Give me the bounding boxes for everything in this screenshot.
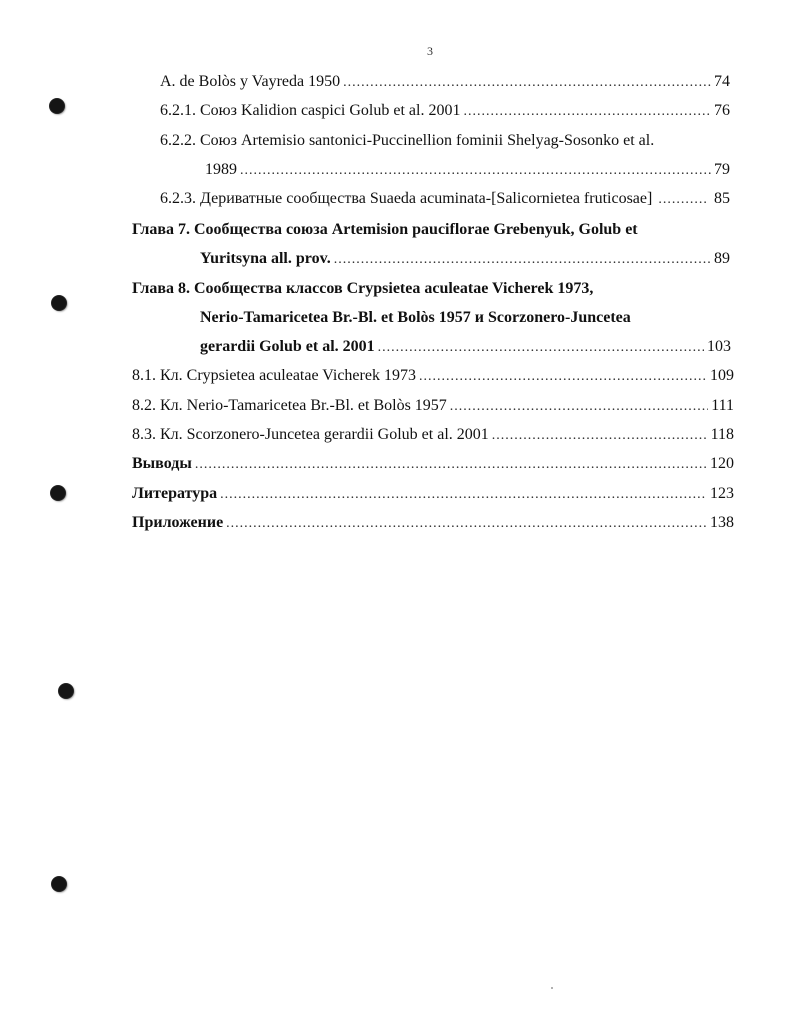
toc-entry-artemisio[interactable] [205,160,730,181]
punch-hole-2 [52,296,66,310]
toc-entry-page: 79 [714,161,730,178]
toc-entry-text: 8.2. Кл. Nerio-Tamaricetea Br.-Bl. et Bolòs 1957 [132,397,447,414]
toc-entry-page: 123 [710,485,734,502]
toc-entry-page: 89 [714,250,730,267]
toc-entry-kalidion[interactable] [160,101,730,122]
leader-dots [463,102,711,122]
punch-hole-1 [50,99,64,113]
toc-entry-text: 6.2.3. Дериватные сообщества Suaeda acuminata-[Salicornietea fruticosae] [160,190,653,207]
toc-chapter-8-line1[interactable]: Глава 8. Сообщества классов Crypsietea aculeatae Vicherek 1973, [132,280,594,297]
leader-dots [334,250,711,270]
toc-conclusions[interactable] [132,454,734,475]
leader-dots [195,455,707,475]
punch-hole-4 [59,684,73,698]
leader-dots [343,73,711,93]
leader-dots [220,485,707,505]
toc-entry-8-2[interactable] [132,396,734,417]
toc-chapter-8[interactable] [200,337,731,358]
page-number: 3 [427,44,433,58]
leader-dots [240,161,711,181]
toc-entry-page: 109 [710,367,734,384]
toc-entry-artemisio-line1[interactable]: 6.2.2. Союз Artemisio santonici-Puccinellion fominii Shelyag-Sosonko et al. [160,132,655,149]
toc-entry-page: 103 [707,338,731,355]
toc-entry-page: 76 [714,102,730,119]
toc-chapter-8-line2[interactable]: Nerio-Tamaricetea Br.-Bl. et Bolòs 1957 и Scorzonero-Juncetea [200,309,631,326]
toc-literature[interactable] [132,484,734,505]
toc-entry-text: 1989 [205,161,237,178]
toc-entry-text: Выводы [132,455,192,472]
leader-dots [226,514,707,534]
toc-entry-page: 85 [714,190,730,207]
toc-entry-text: 6.2.1. Союз Kalidion caspici Golub et al. 2001 [160,102,461,119]
toc-entry-text: 8.3. Кл. Scorzonero-Juncetea gerardii Golub et al. 2001 [132,426,489,443]
toc-entry-text: gerardii Golub et al. 2001 [200,338,375,355]
scan-speck [551,987,553,989]
toc-entry-page: 74 [714,73,730,90]
toc-entry-text: 8.1. Кл. Crypsietea aculeatae Vicherek 1973 [132,367,416,384]
toc-entry-page: 111 [711,397,734,414]
toc-chapter-7-line1[interactable]: Глава 7. Сообщества союза Artemision pauciflorae Grebenyuk, Golub et [132,221,638,238]
punch-hole-5 [52,877,66,891]
toc-appendix[interactable] [132,513,734,534]
toc-chapter-7[interactable] [200,249,730,270]
punch-hole-3 [51,486,65,500]
leader-dots [450,397,708,417]
toc-entry-page: 118 [710,426,734,443]
toc-entry-text: Литература [132,485,218,502]
leader-dots [419,367,707,387]
toc-entry-page: 120 [710,455,734,472]
toc-entry-text: Приложение [132,514,224,531]
toc-entry-bolos[interactable] [160,72,730,93]
toc-entry-text: Yuritsyna all. prov. [200,250,331,267]
leader-dots [658,190,708,210]
toc-entry-page: 138 [710,514,734,531]
toc-entry-text: A. de Bolòs y Vayreda 1950 [160,73,341,90]
toc-entry-8-1[interactable] [132,366,734,387]
leader-dots [378,338,704,358]
toc-entry-8-3[interactable] [132,425,734,446]
toc-entry-suaeda[interactable] [160,189,730,210]
leader-dots [492,426,708,446]
